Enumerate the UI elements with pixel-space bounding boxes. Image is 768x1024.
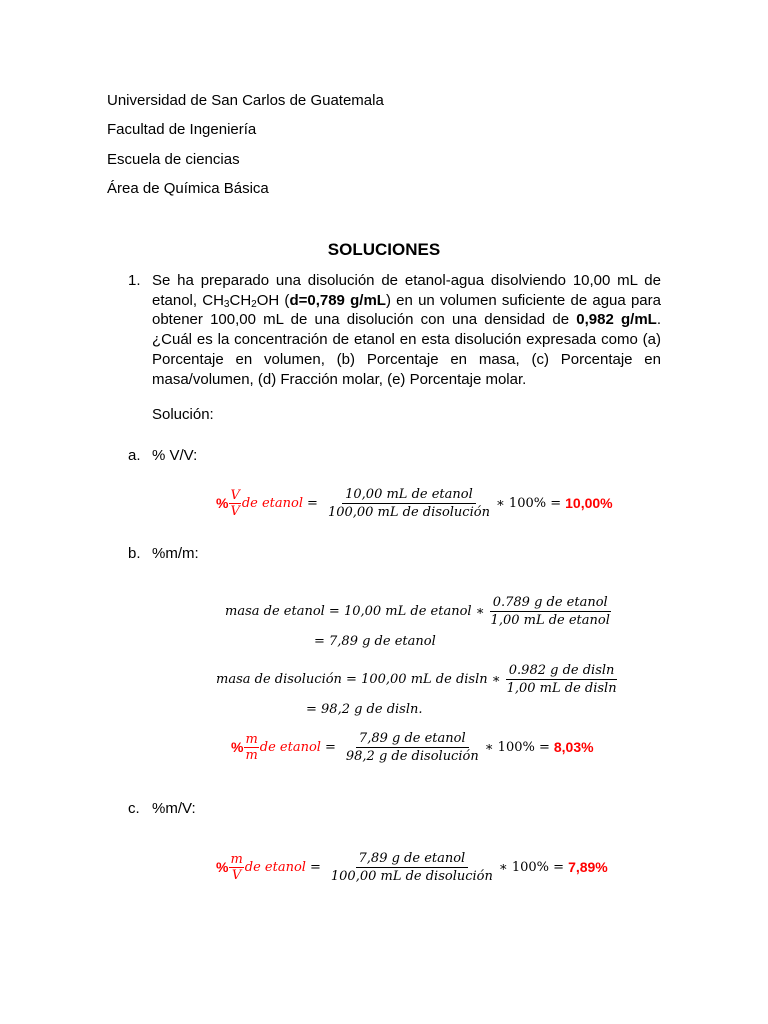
part-c-label: %m/V: bbox=[152, 800, 196, 817]
header-university: Universidad de San Carlos de Guatemala bbox=[107, 92, 384, 109]
equation-ethanol-mass-result: = 7,89 g de etanol bbox=[314, 633, 436, 649]
solution-density: 0,982 g/mL bbox=[576, 311, 657, 329]
result-vv: 10,00% bbox=[565, 495, 613, 511]
result-mm: 8,03% bbox=[553, 739, 594, 755]
equation-solution-mass: masa de disolución = 100,00 mL de disln ∗ $\frac{\text{0.982 g de disln}}{\text{1,00 mL de disln}}$ bbox=[216, 662, 617, 696]
solution-label: Solución: bbox=[152, 406, 214, 423]
equation-mm: % $\frac{m}{m}$ de etanol = $\frac{\text{7,89 g de etanol}}{\text{98,2 g de disolución}}$ ∗ 100% = 8,03% bbox=[231, 730, 594, 764]
equation-vv: % $\frac{V}{V}$ de etanol = $\frac{\text{10,00 mL de etanol}}{\text{100,00 mL de disolución}}$ ∗ 100% = 10,00% bbox=[216, 486, 613, 520]
header-school: Escuela de ciencias bbox=[107, 151, 240, 168]
equation-solution-mass-result: = 98,2 g de disln. bbox=[306, 701, 423, 717]
problem-number: 1. bbox=[128, 272, 141, 289]
problem-statement: Se ha preparado una disolución de etanol-agua disolviendo 10,00 mL de etanol, $CH_3CH_2OH$ (d=0,789 g/mL) en un volumen suficiente de agua para obtener 100,00 mL de una disolución con una densidad de 0,982 g/mL. ¿Cuál es la concentración de etanol en esta disolución expresada como (a) Porcentaje en volumen, (b) Porcentaje en masa, (c) Porcentaje en masa/volumen, (d) Fracción molar, (e) Porcentaje molar. bbox=[152, 272, 661, 388]
part-b-marker: b. bbox=[128, 545, 141, 562]
result-mv: 7,89% bbox=[568, 859, 608, 875]
equation-ethanol-mass: masa de etanol = 10,00 mL de etanol ∗ $\frac{\text{0.789 g de etanol}}{\text{1,00 mL de etanol}}$ bbox=[225, 594, 610, 628]
part-b-label: %m/m: bbox=[152, 545, 199, 562]
equation-mv: % $\frac{m}{V}$ de etanol = $\frac{\text{7,89 g de etanol}}{\text{100,00 mL de disolución}}$ ∗ 100% = 7,89% bbox=[216, 850, 608, 884]
header-faculty: Facultad de Ingeniería bbox=[107, 121, 257, 138]
part-a-marker: a. bbox=[128, 447, 141, 464]
header-area: Área de Química Básica bbox=[107, 180, 269, 197]
ethanol-density: d=0,789 g/mL bbox=[289, 291, 386, 309]
part-c-marker: c. bbox=[128, 800, 140, 817]
page-title: SOLUCIONES bbox=[327, 240, 441, 259]
part-a-label: % V/V: bbox=[152, 447, 198, 464]
